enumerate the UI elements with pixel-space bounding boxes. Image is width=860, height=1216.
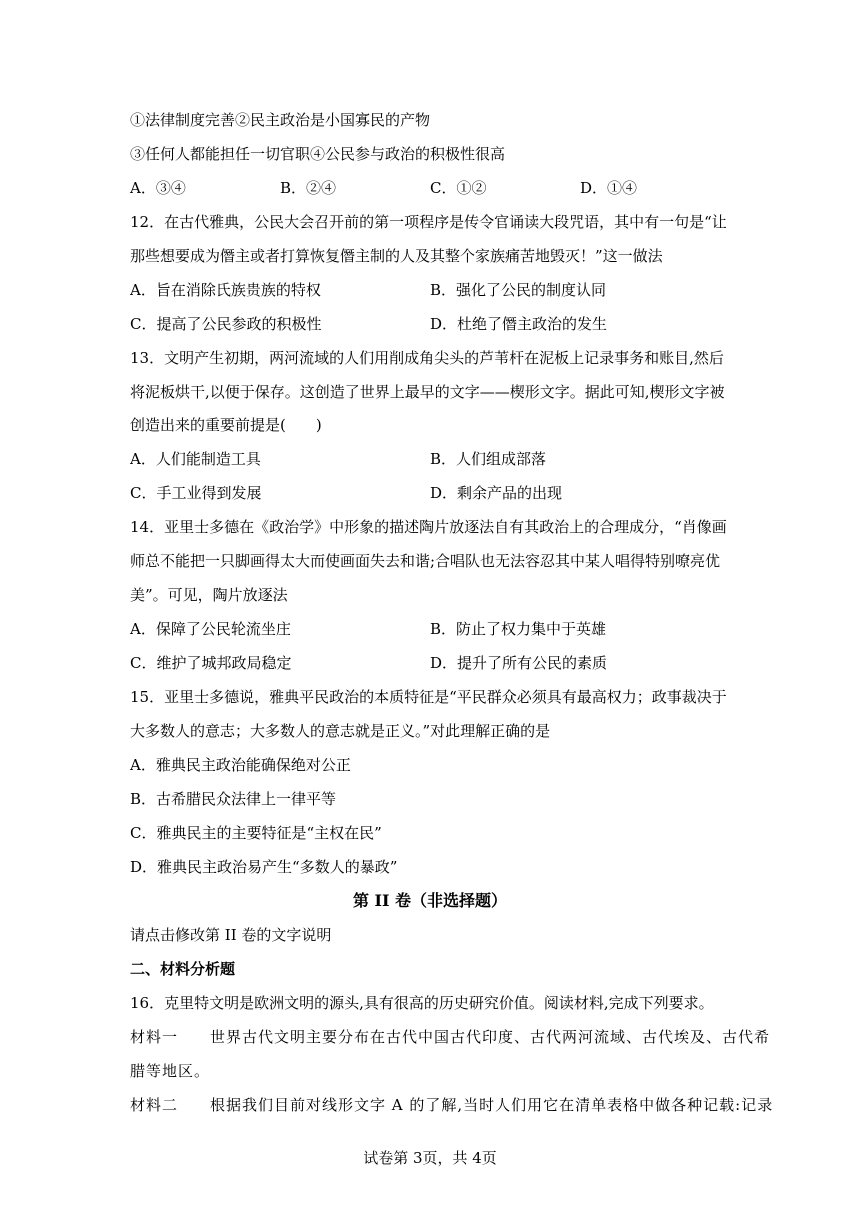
section-heading: 二、材料分析题	[130, 960, 236, 978]
q12-option-c: C．提高了公民参政的积极性	[130, 315, 322, 333]
q15-stem-2: 大多数人的意志；大多数人的意志就是正义。”对此理解正确的是	[130, 722, 551, 740]
q14-stem-3: 美”。可见，陶片放逐法	[130, 586, 288, 604]
material-two-1: 材料二 根据我们目前对线形文字 A 的了解,当时人们用它在清单表格中做各种记载:记录	[130, 1096, 774, 1114]
q13-stem-3: 创造出来的重要前提是( )	[130, 416, 322, 434]
page-footer: 试卷第 3页，共 4页	[363, 1149, 497, 1167]
q14-option-c: C．维护了城邦政局稳定	[130, 654, 292, 672]
material-one-2: 腊等地区。	[130, 1062, 211, 1080]
q14-option-a: A．保障了公民轮流坐庄	[130, 620, 291, 638]
q13-stem-2: 将泥板烘干,以便于保存。这创造了世界上最早的文字——楔形文字。据此可知,楔形文字被	[130, 383, 725, 401]
q11-statements-2: ③任何人都能担任一切官职④公民参与政治的积极性很高	[130, 145, 506, 163]
q12-option-b: B．强化了公民的制度认同	[430, 281, 607, 299]
material-one-1: 材料一 世界古代文明主要分布在古代中国古代印度、古代两河流域、古代埃及、古代希	[130, 1028, 771, 1046]
q13-option-d: D．剩余产品的出现	[430, 484, 563, 502]
q15-stem-1: 15．亚里士多德说，雅典平民政治的本质特征是“平民群众必须具有最高权力；政事裁决于	[130, 688, 727, 706]
q15-option-d: D．雅典民主政治易产生“多数人的暴政”	[130, 858, 398, 876]
q15-option-b: B．古希腊民众法律上一律平等	[130, 790, 337, 808]
q13-stem-1: 13．文明产生初期，两河流域的人们用削成角尖头的芦苇杆在泥板上记录事务和账目,然后	[130, 349, 724, 367]
q13-option-a: A．人们能制造工具	[130, 450, 261, 468]
q16-stem: 16．克里特文明是欧洲文明的源头,具有很高的历史研究价值。阅读材料,完成下列要求。	[130, 994, 714, 1012]
q13-option-c: C．手工业得到发展	[130, 484, 262, 502]
q12-stem-2: 那些想要成为僭主或者打算恢复僭主制的人及其整个家族痛苦地毁灭！”这一做法	[130, 247, 663, 265]
q11-statements-1: ①法律制度完善②民主政治是小国寡民的产物	[130, 111, 431, 129]
q15-option-a: A．雅典民主政治能确保绝对公正	[130, 756, 351, 774]
q14-stem-2: 师总不能把一只脚画得太大而使画面失去和谐;合唱队也无法容忍其中某人唱得特别嘹亮优	[130, 552, 721, 570]
q12-option-d: D．杜绝了僭主政治的发生	[430, 315, 608, 333]
q11-option-c: C．①②	[430, 179, 487, 197]
q15-option-c: C．雅典民主的主要特征是“主权在民”	[130, 824, 382, 842]
q14-stem-1: 14．亚里士多德在《政治学》中形象的描述陶片放逐法自有其政治上的合理成分，“肖像画	[130, 518, 727, 536]
q14-option-d: D．提升了所有公民的素质	[430, 654, 608, 672]
q13-option-b: B．人们组成部落	[430, 450, 547, 468]
q11-option-d: D．①④	[580, 179, 638, 197]
q11-option-a: A．③④	[130, 179, 186, 197]
q14-option-b: B．防止了权力集中于英雄	[430, 620, 607, 638]
part-two-title: 第 II 卷（非选择题）	[352, 891, 508, 910]
part-two-note: 请点击修改第 II 卷的文字说明	[130, 926, 332, 944]
q12-option-a: A．旨在消除氏族贵族的特权	[130, 281, 321, 299]
q11-option-b: B．②④	[280, 179, 337, 197]
q12-stem-1: 12．在古代雅典，公民大会召开前的第一项程序是传令官诵读大段咒语，其中有一句是“让	[130, 213, 727, 231]
